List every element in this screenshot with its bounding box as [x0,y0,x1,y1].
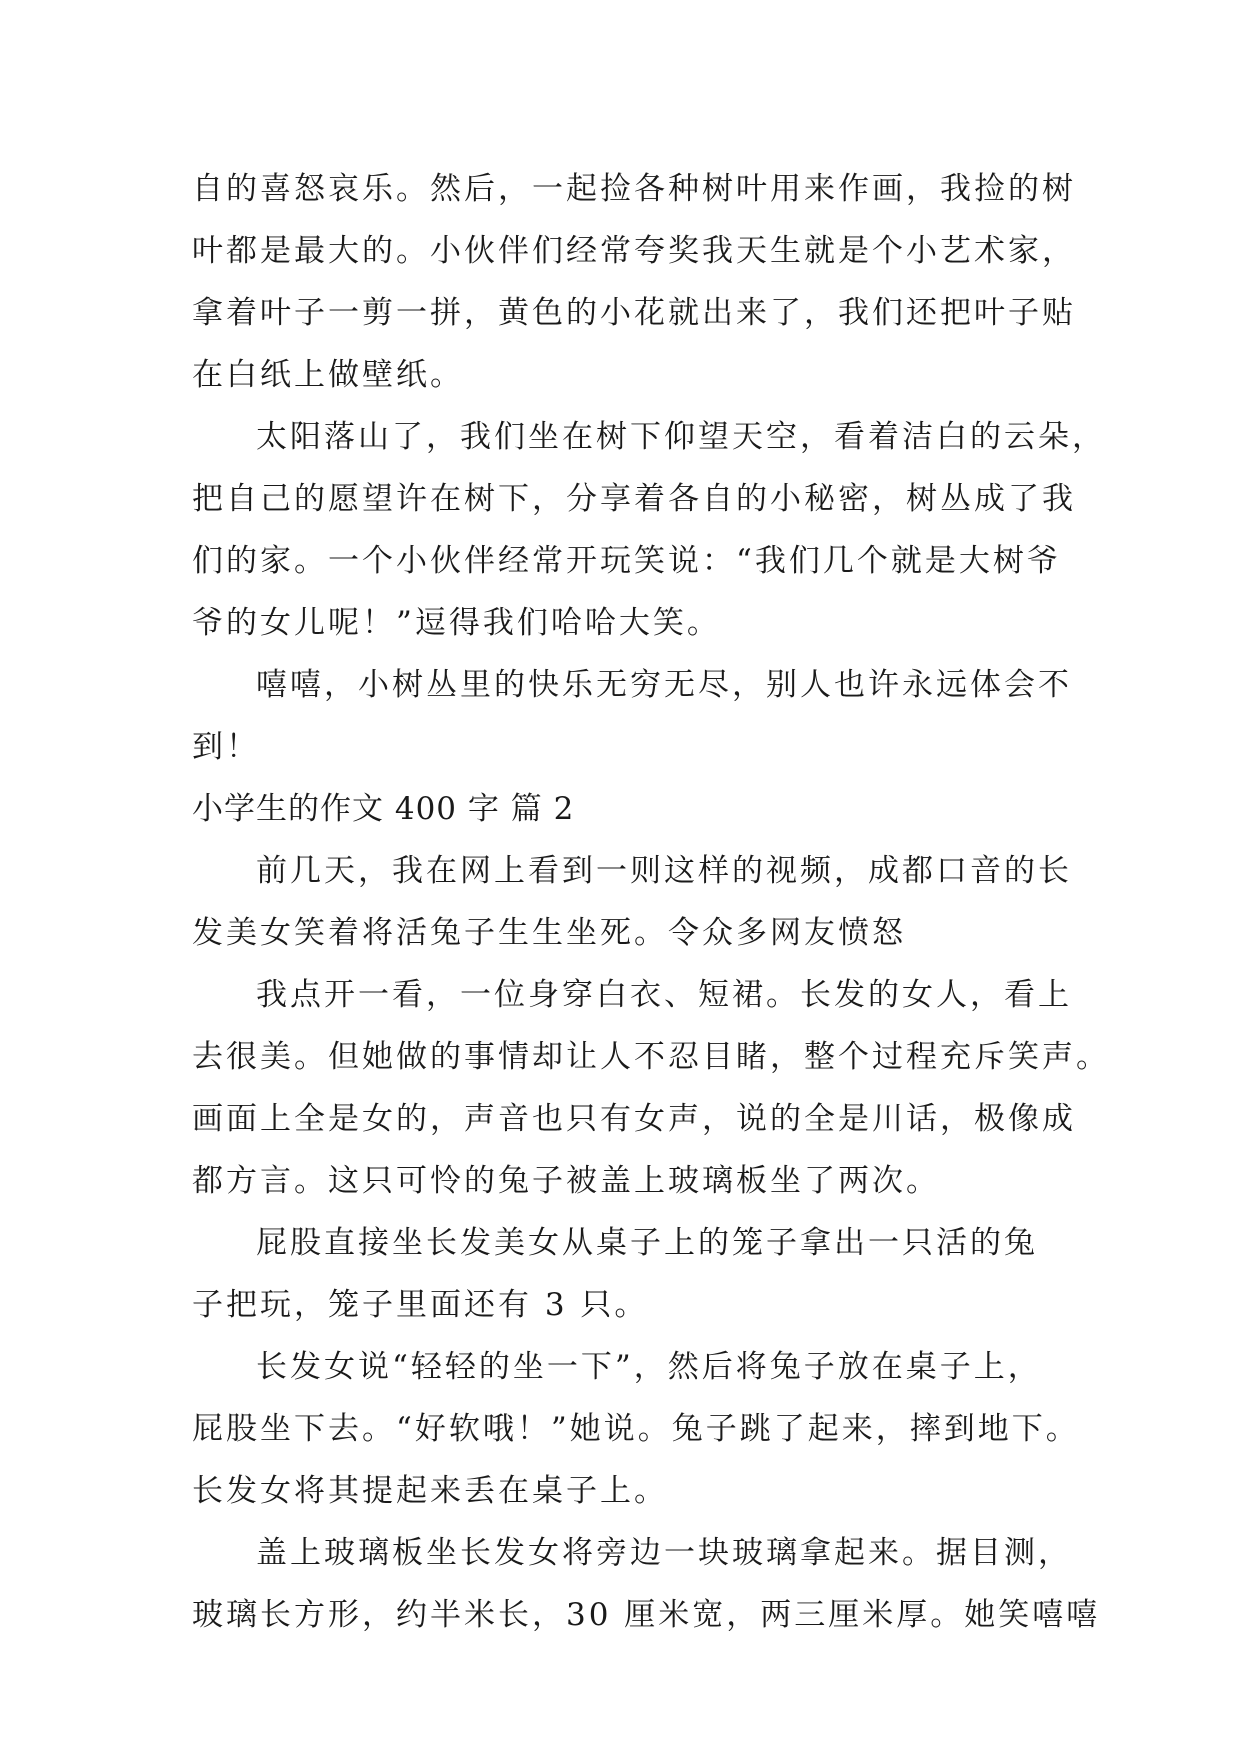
paragraph-first-line: 盖上玻璃板坐长发女将旁边一块玻璃拿起来。据目测， [256,1535,1072,1571]
section-heading: 小学生的作文 400 字 篇 2 [192,791,575,827]
text-line: 发美女笑着将活兔子生生坐死。令众多网友愤怒 [192,915,906,951]
paragraph-first-line: 我点开一看，一位身穿白衣、短裙。长发的女人，看上 [256,977,1072,1013]
text-line: 玻璃长方形，约半米长，30 厘米宽，两三厘米厚。她笑嘻嘻 [192,1597,1101,1633]
text-line: 画面上全是女的，声音也只有女声，说的全是川话，极像成 [192,1101,1076,1137]
document-page [192,0,1110,1646]
text-line: 长发女将其提起来丢在桌子上。 [192,1473,668,1509]
text-line: 都方言。这只可怜的兔子被盖上玻璃板坐了两次。 [192,1163,940,1199]
paragraph-first-line: 太阳落山了，我们坐在树下仰望天空，看着洁白的云朵， [256,419,1106,455]
paragraph-first-line: 嘻嘻，小树丛里的快乐无穷无尽，别人也许永远体会不 [256,667,1072,703]
text-line: 自的喜怒哀乐。然后，一起捡各种树叶用来作画，我捡的树 [192,171,1076,207]
text-line: 屁股坐下去。“好软哦！”她说。兔子跳了起来，摔到地下。 [192,1411,1080,1447]
text-line: 去很美。但她做的事情却让人不忍目睹，整个过程充斥笑声。 [192,1039,1110,1075]
paragraph-first-line: 屁股直接坐长发美女从桌子上的笼子拿出一只活的兔 [256,1225,1038,1261]
text-line: 在白纸上做壁纸。 [192,357,464,393]
paragraph-first-line: 前几天，我在网上看到一则这样的视频，成都口音的长 [256,853,1072,889]
text-line: 们的家。一个小伙伴经常开玩笑说：“我们几个就是大树爷 [192,543,1061,579]
paragraph-first-line: 长发女说“轻轻的坐一下”，然后将兔子放在桌子上， [256,1349,1042,1385]
text-line: 到！ [192,729,260,765]
text-line: 拿着叶子一剪一拼，黄色的小花就出来了，我们还把叶子贴 [192,295,1076,331]
text-line: 把自己的愿望许在树下，分享着各自的小秘密，树丛成了我 [192,481,1076,517]
text-line: 爷的女儿呢！”逗得我们哈哈大笑。 [192,605,721,641]
text-line: 子把玩，笼子里面还有 3 只。 [192,1287,649,1323]
text-line: 叶都是最大的。小伙伴们经常夸奖我天生就是个小艺术家， [192,233,1076,269]
